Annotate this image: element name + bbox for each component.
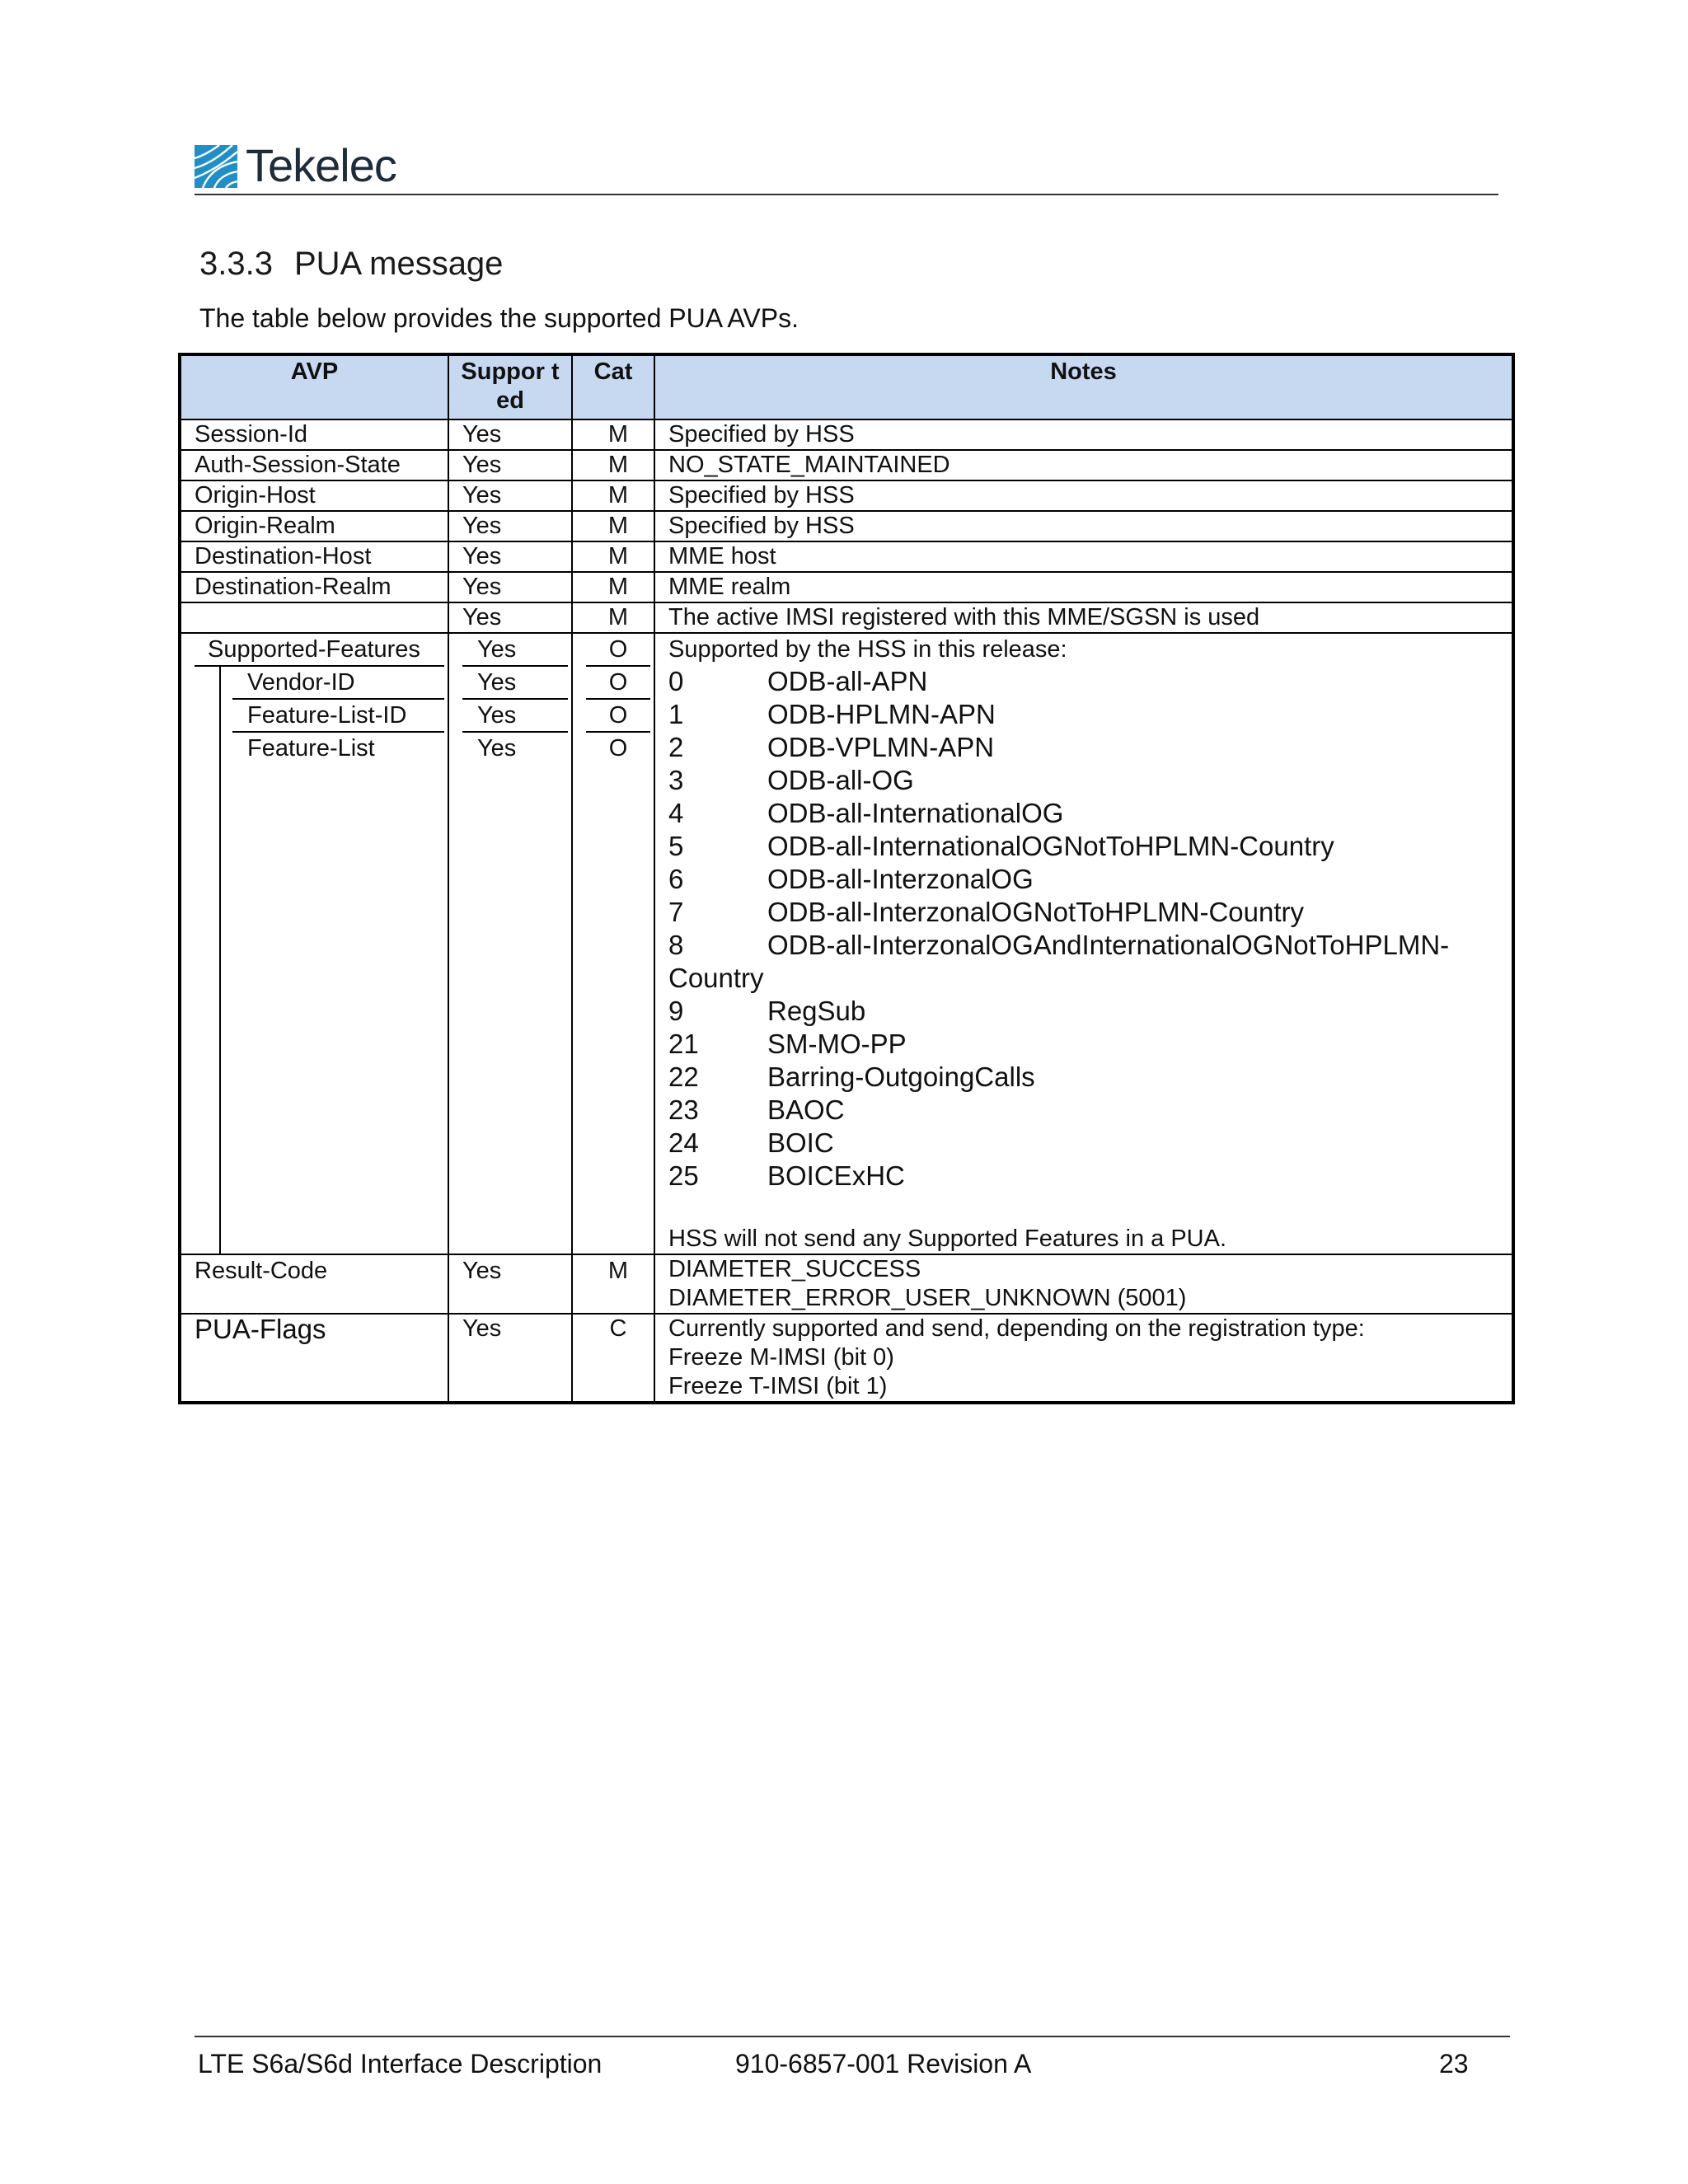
avp-cell-supported-features bbox=[180, 633, 448, 1254]
feature-number: 2 bbox=[668, 732, 684, 762]
section-heading bbox=[199, 246, 503, 283]
sub-supported-value: Yes bbox=[462, 700, 568, 733]
notes-cell-supported-features bbox=[654, 633, 1513, 1254]
notes-value: Specified by HSS bbox=[654, 419, 1513, 450]
cat-cell-supported-features bbox=[572, 633, 654, 1254]
feature-number: 7 bbox=[668, 897, 684, 927]
sub-supported-value: Yes bbox=[477, 735, 517, 762]
section-number: 3.3.3 bbox=[199, 246, 273, 282]
feature-item bbox=[668, 830, 1508, 863]
table-row-supported-features bbox=[180, 633, 1513, 1254]
tekelec-globe-icon bbox=[195, 145, 237, 188]
supported-value: Yes bbox=[448, 480, 572, 511]
notes-value: NO_STATE_MAINTAINED bbox=[654, 450, 1513, 480]
sub-cat-value: O bbox=[586, 700, 650, 733]
feature-item bbox=[668, 929, 1508, 962]
feature-item bbox=[668, 896, 1508, 929]
notes-result-code bbox=[654, 1254, 1513, 1314]
supported-value: Yes bbox=[462, 634, 568, 667]
notes-value: Specified by HSS bbox=[654, 480, 1513, 511]
feature-item bbox=[668, 1127, 1508, 1160]
table-row bbox=[180, 450, 1513, 480]
features-intro: Supported by the HSS in this release: bbox=[668, 636, 1067, 663]
supported-value: Yes bbox=[448, 572, 572, 602]
supported-value: Yes bbox=[448, 419, 572, 450]
cat-value: M bbox=[572, 1254, 654, 1314]
feature-name-continued: Country bbox=[668, 963, 764, 993]
header-rule bbox=[195, 194, 1498, 195]
notes-value: MME realm bbox=[654, 572, 1513, 602]
feature-number: 22 bbox=[668, 1062, 699, 1092]
sub-supported-value: Yes bbox=[462, 667, 568, 700]
feature-name: ODB-all-APN bbox=[767, 666, 928, 696]
feature-item bbox=[668, 1061, 1508, 1094]
feature-number: 6 bbox=[668, 864, 684, 894]
avp-name: PUA-Flags bbox=[180, 1314, 448, 1403]
note-line: Currently supported and send, depending on the registration type: bbox=[668, 1315, 1365, 1342]
pua-avp-table bbox=[178, 353, 1515, 1404]
feature-number: 1 bbox=[668, 699, 684, 729]
table-row bbox=[180, 572, 1513, 602]
supported-value: Yes bbox=[448, 511, 572, 541]
notes-value: Specified by HSS bbox=[654, 511, 1513, 541]
cat-value: M bbox=[572, 450, 654, 480]
feature-name: ODB-VPLMN-APN bbox=[767, 732, 995, 762]
feature-item bbox=[668, 995, 1508, 1028]
table-header-row bbox=[180, 354, 1513, 419]
feature-name: ODB-HPLMN-APN bbox=[767, 699, 996, 729]
cat-value: M bbox=[572, 419, 654, 450]
table-row bbox=[180, 480, 1513, 511]
sub-avp-name: Feature-List-ID bbox=[232, 700, 444, 733]
feature-number: 23 bbox=[668, 1094, 699, 1125]
footer-doc-title: LTE S6a/S6d Interface Description bbox=[198, 2049, 603, 2079]
table-row-pua-flags bbox=[180, 1314, 1513, 1403]
footer-doc-number: 910-6857-001 Revision A bbox=[735, 2049, 1032, 2079]
section-title: PUA message bbox=[293, 246, 504, 282]
intro-paragraph: The table below provides the supported PUA AVPs. bbox=[199, 303, 799, 333]
company-logo-text: Tekelec bbox=[246, 139, 396, 191]
cat-value: M bbox=[572, 572, 654, 602]
feature-number: 5 bbox=[668, 831, 684, 861]
supported-value: Yes bbox=[448, 1314, 572, 1403]
feature-number: 4 bbox=[668, 798, 684, 828]
table-row bbox=[180, 419, 1513, 450]
header-avp: AVP bbox=[180, 354, 448, 419]
header-notes: Notes bbox=[654, 354, 1513, 419]
supported-value: Yes bbox=[448, 1254, 572, 1314]
feature-name: ODB-all-InternationalOGNotToHPLMN-Country bbox=[767, 831, 1334, 861]
feature-item bbox=[668, 863, 1508, 896]
header-supported: Suppor ted bbox=[448, 354, 572, 419]
feature-name: ODB-all-InterzonalOGNotToHPLMN-Country bbox=[767, 897, 1305, 927]
note-line: Freeze T-IMSI (bit 1) bbox=[668, 1373, 888, 1399]
feature-item bbox=[668, 1160, 1508, 1193]
avp-name: Destination-Host bbox=[180, 541, 448, 572]
avp-name: Session-Id bbox=[180, 419, 448, 450]
cat-value: M bbox=[572, 541, 654, 572]
table-row bbox=[180, 511, 1513, 541]
sub-avp-indent-line bbox=[219, 665, 221, 1254]
feature-name: BOIC bbox=[767, 1127, 834, 1158]
feature-name: ODB-all-OG bbox=[767, 765, 914, 795]
sub-cat-value: O bbox=[608, 735, 628, 762]
avp-name: Destination-Realm bbox=[180, 572, 448, 602]
header-cat: Cat bbox=[572, 354, 654, 419]
feature-name: ODB-all-InternationalOG bbox=[767, 798, 1064, 828]
supported-value: Yes bbox=[448, 541, 572, 572]
feature-item bbox=[668, 1028, 1508, 1061]
cat-value: M bbox=[572, 480, 654, 511]
avp-name: Result-Code bbox=[180, 1254, 448, 1314]
supported-value: Yes bbox=[448, 602, 572, 633]
note-line: DIAMETER_SUCCESS bbox=[668, 1256, 921, 1282]
feature-name: BAOC bbox=[767, 1094, 845, 1125]
avp-name: Supported-Features bbox=[195, 634, 444, 667]
cat-value: M bbox=[572, 602, 654, 633]
feature-item bbox=[668, 665, 1508, 698]
feature-item bbox=[668, 797, 1508, 830]
feature-number: 24 bbox=[668, 1127, 699, 1158]
feature-number: 9 bbox=[668, 996, 684, 1026]
feature-name: RegSub bbox=[767, 996, 866, 1026]
feature-number: 8 bbox=[668, 930, 684, 960]
features-outro: HSS will not send any Supported Features in a PUA. bbox=[668, 1226, 1227, 1252]
avp-name: Origin-Realm bbox=[180, 511, 448, 541]
cat-value: O bbox=[586, 634, 650, 667]
footer-page-number: 23 bbox=[1439, 2049, 1469, 2079]
feature-number: 25 bbox=[668, 1160, 699, 1191]
feature-number: 3 bbox=[668, 765, 684, 795]
sub-avp-name: Feature-List bbox=[247, 735, 375, 762]
cat-value: M bbox=[572, 511, 654, 541]
note-line: Freeze M-IMSI (bit 0) bbox=[668, 1344, 894, 1371]
table-row-result-code bbox=[180, 1254, 1513, 1314]
feature-item bbox=[668, 698, 1508, 731]
notes-value: The active IMSI registered with this MME/SGSN is used bbox=[654, 602, 1513, 633]
avp-name bbox=[180, 602, 448, 633]
table-row bbox=[180, 541, 1513, 572]
avp-name: Auth-Session-State bbox=[180, 450, 448, 480]
feature-number: 0 bbox=[668, 666, 684, 696]
sub-cat-value: O bbox=[586, 667, 650, 700]
note-line: DIAMETER_ERROR_USER_UNKNOWN (5001) bbox=[668, 1285, 1187, 1311]
cat-value: C bbox=[572, 1314, 654, 1403]
feature-name: BOICExHC bbox=[767, 1160, 905, 1191]
supported-cell-supported-features bbox=[448, 633, 572, 1254]
feature-list bbox=[668, 665, 1508, 1193]
feature-item bbox=[668, 764, 1508, 797]
feature-item bbox=[668, 731, 1508, 764]
sub-avp-name: Vendor-ID bbox=[232, 667, 444, 700]
supported-value: Yes bbox=[448, 450, 572, 480]
footer-rule bbox=[195, 2036, 1510, 2037]
feature-item bbox=[668, 1094, 1508, 1127]
feature-name: SM-MO-PP bbox=[767, 1029, 907, 1059]
feature-name: ODB-all-InterzonalOGAndInternationalOGNotToHPLMN- bbox=[767, 930, 1450, 960]
avp-name: Origin-Host bbox=[180, 480, 448, 511]
feature-name: ODB-all-InterzonalOG bbox=[767, 864, 1034, 894]
notes-value: MME host bbox=[654, 541, 1513, 572]
feature-number: 21 bbox=[668, 1029, 699, 1059]
table-row bbox=[180, 602, 1513, 633]
feature-name: Barring-OutgoingCalls bbox=[767, 1062, 1035, 1092]
notes-pua-flags bbox=[654, 1314, 1513, 1403]
